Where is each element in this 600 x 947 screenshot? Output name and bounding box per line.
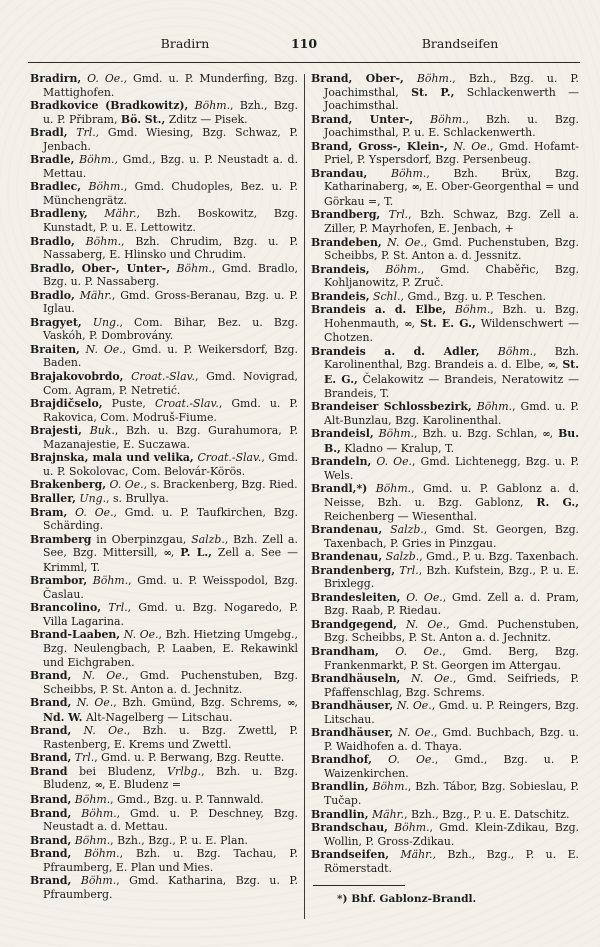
- posthorn-icon: ∞: [94, 780, 102, 792]
- entry-region-abbrev: Böhm.: [71, 833, 111, 847]
- gazetteer-entry: [30, 180, 298, 207]
- entry-region-abbrev: Böhm.: [368, 780, 408, 794]
- entry-text: , Bzh. Schwaz, Bzg. Zell a. Ziller, P. Mayrhofen, E. Jenbach, +: [324, 208, 579, 236]
- entry-bold-text: Brandenau,: [311, 523, 383, 537]
- posthorn-icon: ∞: [404, 318, 412, 330]
- entry-bold-text: Brand,: [30, 847, 72, 861]
- gazetteer-entry: [30, 99, 298, 126]
- entry-text: Alt-Nagelberg — Litschau.: [82, 710, 233, 724]
- entry-bold-text: St. E. G.,: [324, 358, 579, 387]
- entry-bold-text: Brandlin,: [311, 807, 369, 821]
- entry-text: , Gmd. u. P. Weisspodol, Bzg. Časlau.: [43, 574, 299, 601]
- entry-region-abbrev: Trl.,: [67, 126, 100, 140]
- entry-region-abbrev: Salzb.: [382, 550, 420, 564]
- entry-text: , Bzh. u. Bzg. Schlan,: [414, 427, 543, 441]
- entry-region-abbrev: Böhm.: [71, 806, 117, 820]
- gazetteer-entry: [311, 821, 579, 848]
- entry-bold-text: Brand,: [30, 874, 72, 888]
- entry-region-abbrev: O. Oe.: [400, 590, 443, 604]
- entry-text: ,: [170, 546, 181, 560]
- entry-bold-text: Brandeis a. d. Adler,: [311, 344, 480, 358]
- entry-bold-text: Bö. St.,: [120, 112, 166, 126]
- entry-text: , Gmd. Buchbach, Bzg. u. P. Waidhofen a. d. Thaya.: [324, 726, 579, 753]
- entry-bold-text: Brandeis,: [311, 262, 370, 276]
- entry-text: , Gmd., Bzg. u. P. Waizenkirchen.: [324, 753, 579, 780]
- entry-region-abbrev: O. Oe.,: [81, 72, 128, 85]
- entry-text: , Gmd. u. P. Gablonz a. d. Neisse, Bzh. u. Bzg. Gablonz,: [324, 482, 580, 509]
- entry-bold-text: Brandhäuser,: [311, 699, 394, 713]
- entry-bold-text: Bradkovice (Bradkowitz),: [30, 99, 189, 113]
- entry-text: , Gmd. Puchenstuben, Bzg. Scheibbs, P. St. Anton a. d. Jessnitz.: [324, 235, 579, 263]
- entry-bold-text: Brambor,: [30, 574, 88, 588]
- gazetteer-entry: [311, 523, 579, 550]
- entry-bold-text: Brand,: [30, 669, 72, 683]
- entry-text: , s. Brullya.: [106, 491, 169, 505]
- entry-text: , Bzh. u. Bzg. Tachau, P. Pfraumberg, E. Plan und Mies.: [43, 847, 298, 874]
- entry-text: , Bzh. u. Bzg. Bludenz,: [43, 764, 298, 792]
- entry-bold-text: Brandesleiten,: [311, 590, 401, 604]
- header-rule: [28, 62, 580, 63]
- posthorn-icon: ∞: [287, 698, 295, 710]
- entry-bold-text: Bradlec,: [30, 180, 82, 194]
- entry-text: , Bzh. u. Bzg. Gurahumora, P. Mazanajestie, E. Suczawa.: [43, 424, 298, 451]
- entry-region-abbrev: Böhm.: [373, 427, 415, 441]
- gazetteer-entry: [30, 807, 298, 834]
- entry-bold-text: Brand, Unter-,: [311, 112, 414, 126]
- entry-text: , Bzh. Hietzing Umgebg., Bzg. Neulengbach, P. Laaben, E. Rekawinkl und Eichgraben.: [43, 628, 298, 669]
- entry-bold-text: Brajdičselo,: [30, 397, 103, 411]
- entry-text: Kladno — Kralup, T.: [340, 441, 455, 455]
- entry-bold-text: Brakenberg,: [30, 478, 107, 492]
- entry-region-abbrev: O. Oe.: [371, 455, 413, 469]
- entry-bold-text: Brandgegend,: [311, 617, 397, 631]
- entry-region-abbrev: Salzb.: [382, 523, 424, 537]
- entry-text: , Gmd. Chaběřic, Bzg. Kohljanowitz, P. Zruč.: [324, 262, 579, 290]
- entry-bold-text: Brand-Laaben,: [30, 628, 121, 642]
- running-head-right-title: Brandseifen: [421, 36, 499, 51]
- entry-bold-text: Bradlo,: [30, 288, 75, 302]
- entry-bold-text: Brajakovobrdo,: [30, 370, 124, 384]
- gazetteer-entry: [311, 72, 579, 113]
- entry-text: , Gmd. Zell a. d. Pram, Bzg. Raab, P. Riedau.: [324, 590, 579, 618]
- entry-text: bei Bludenz,: [67, 764, 168, 778]
- entry-text: , Bzh. Kufstein, Bzg., P. u. E. Brixlegg.: [324, 563, 579, 591]
- gazetteer-entry: [30, 262, 298, 289]
- entry-text: , Bzh., Bzg., P. u. E. Datschitz.: [404, 807, 570, 821]
- entry-region-abbrev: N. Oe.: [393, 699, 432, 713]
- entry-bold-text: Brand,: [30, 696, 72, 710]
- entry-region-abbrev: Böhm.: [81, 180, 124, 194]
- gazetteer-entry: [311, 455, 579, 482]
- entry-region-abbrev: Vrlbg.: [167, 764, 202, 778]
- entry-region-abbrev: Böhm.: [367, 482, 412, 496]
- entry-bold-text: Nd. W.: [43, 710, 83, 724]
- gazetteer-entry: [311, 236, 579, 263]
- entry-bold-text: Bradlo,: [30, 234, 75, 248]
- entry-bold-text: Brand,: [30, 751, 72, 765]
- footnote-block: [311, 885, 579, 906]
- entry-bold-text: Brand, Ober-,: [311, 72, 404, 85]
- entry-region-abbrev: Trl.: [101, 601, 128, 615]
- entry-region-abbrev: N. Oe.: [447, 139, 491, 153]
- entry-region-abbrev: Mähr.: [368, 807, 405, 821]
- gazetteer-entry: [30, 72, 298, 99]
- entry-text: , Com. Bihar, Bez. u. Bzg. Vaskóh, P. Dombrovány.: [43, 315, 298, 343]
- entry-bold-text: Brandau,: [311, 166, 368, 180]
- entry-bold-text: Brand,: [30, 833, 72, 847]
- entry-text: , Bzh., Bzg. u. P. Joachimsthal,: [324, 72, 579, 99]
- gazetteer-entry: [30, 765, 298, 793]
- entry-text: ,: [294, 696, 298, 710]
- entry-region-abbrev: Croat.-Slav.: [193, 451, 262, 465]
- entry-region-abbrev: Böhm.: [188, 99, 231, 113]
- entry-bold-text: Bradleny,: [30, 207, 88, 221]
- entry-bold-text: Brandeisl,: [311, 427, 374, 441]
- gazetteer-entry: [30, 153, 298, 180]
- entry-bold-text: Braiten,: [30, 342, 80, 356]
- gazetteer-entry: [30, 126, 298, 153]
- gazetteer-entry: [311, 167, 579, 209]
- entry-text: Reichenberg — Wiesenthal.: [324, 509, 477, 523]
- gazetteer-entry: [311, 290, 579, 304]
- entry-text: , Gmd. u. P. Rakovica, Com. Modruš-Fiume.: [43, 397, 298, 424]
- entry-text: , s. Brackenberg, Bzg. Ried.: [143, 478, 298, 492]
- gazetteer-entry: [311, 618, 579, 645]
- entry-text: , Bzh. Gmünd, Bzg. Schrems,: [113, 696, 288, 710]
- entry-text: Gmd. u. P. Munderfing, Bzg. Mattighofen.: [43, 72, 298, 99]
- gazetteer-entry: [311, 672, 579, 699]
- entry-text: , Bzh. Karolinenthal, Bzg. Brandeis a. d. Elbe,: [324, 344, 580, 372]
- entry-region-abbrev: Böhm.,: [74, 153, 118, 167]
- entry-bold-text: Bradirn,: [30, 72, 82, 85]
- entry-bold-text: Bramberg: [30, 532, 92, 546]
- entry-region-abbrev: O. Oe.: [106, 478, 144, 492]
- entry-text: , Gmd., P. u. Bzg. Taxenbach.: [419, 550, 579, 564]
- entry-bold-text: Bragyet,: [30, 315, 82, 329]
- gazetteer-entry: [311, 303, 579, 345]
- gazetteer-entry: [311, 591, 579, 618]
- entry-bold-text: Brandhäuser,: [311, 726, 394, 740]
- entry-region-abbrev: N. Oe.: [393, 726, 434, 740]
- entry-bold-text: Brandhäuseln,: [311, 672, 401, 686]
- entry-text: , Gmd. Lichtenegg, Bzg. u. P. Wels.: [324, 455, 579, 482]
- gazetteer-entry: [311, 564, 579, 591]
- entry-region-abbrev: Böhm.: [74, 234, 122, 248]
- entry-region-abbrev: Croat.-Slav.: [154, 397, 219, 411]
- entry-region-abbrev: O. Oe.: [378, 644, 443, 658]
- gazetteer-entry: [311, 699, 579, 726]
- entry-text: , Gmd. u. P. Berwang, Bzg. Reutte.: [94, 751, 285, 765]
- gazetteer-entry: [30, 533, 298, 575]
- gazetteer-entry: [30, 207, 298, 234]
- entry-bold-text: St. P.,: [411, 85, 455, 99]
- entry-text: , Gmd. u. P. Sokolovac, Com. Belovár-Körös.: [43, 451, 298, 478]
- gazetteer-entry: [311, 208, 579, 235]
- right-column: [311, 72, 579, 941]
- entry-bold-text: Bram,: [30, 505, 68, 519]
- entry-bold-text: Brandhof,: [311, 753, 372, 767]
- gazetteer-entry: [311, 753, 579, 780]
- entry-region-abbrev: Böhm.: [170, 261, 212, 275]
- gazetteer-entry: [311, 550, 579, 564]
- posthorn-icon: ∞: [547, 360, 556, 372]
- entry-text: , Gmd. Gross-Beranau, Bzg. u. P. Iglau.: [43, 288, 298, 316]
- entry-text: , Bzh. Chrudim, Bzg. u. P. Nassaberg, E. Hlinsko und Chrudim.: [43, 234, 299, 262]
- entry-bold-text: Bradlo, Ober-, Unter-,: [30, 261, 170, 275]
- entry-text: Schlackenwerth — Joachimsthal.: [324, 85, 579, 113]
- entry-text: , Bzh. u. Bzg. Hohenmauth,: [324, 303, 579, 330]
- entry-text: , Gmd. Bradlo, Bzg. u. P. Nassaberg.: [43, 261, 298, 289]
- entry-region-abbrev: N. Oe.: [120, 628, 159, 642]
- entry-text: , Gmd. St. Georgen, Bzg. Taxenbach, P. Gries in Pinzgau.: [324, 523, 579, 550]
- entry-bold-text: Brandeben,: [311, 235, 382, 249]
- entry-text: , Bzh. Brüx, Bzg. Katharinaberg,: [324, 166, 579, 194]
- gazetteer-entry: [30, 506, 298, 533]
- gazetteer-entry: [30, 424, 298, 451]
- entry-region-abbrev: Croat.-Slav.: [123, 370, 195, 384]
- entry-bold-text: Brand, Gross-, Klein-,: [311, 139, 448, 153]
- entry-bold-text: Brandl,*): [311, 482, 368, 496]
- gazetteer-entry: [30, 451, 298, 478]
- gazetteer-entry: [30, 628, 298, 669]
- entry-bold-text: Brandeln,: [311, 455, 372, 469]
- entry-bold-text: Brajesti,: [30, 424, 82, 438]
- entry-region-abbrev: Böhm.: [446, 303, 491, 317]
- entry-bold-text: Bu. B.,: [324, 427, 579, 455]
- gazetteer-entry: [30, 669, 298, 696]
- entry-region-abbrev: Böhm.: [471, 400, 513, 414]
- entry-text: , Gmd., Bzg. u. P. Teschen.: [400, 289, 546, 303]
- entry-region-abbrev: N. Oe.: [79, 342, 123, 356]
- entry-region-abbrev: Mähr.: [74, 288, 112, 302]
- gazetteer-entry: [311, 780, 579, 807]
- entry-region-abbrev: N. Oe.: [396, 617, 447, 631]
- entry-text: , Bzh. Tábor, Bzg. Sobieslau, P. Tučap.: [324, 780, 579, 807]
- entry-region-abbrev: N. Oe.: [400, 672, 453, 686]
- entry-text: , Bzh. u. Bzg. Zwettl, P. Rastenberg, E. Krems und Zwettl.: [43, 724, 298, 751]
- posthorn-icon: ∞: [163, 548, 171, 560]
- posthorn-icon: ∞: [411, 182, 419, 194]
- entry-text: , Gmd. u. Bzg. Nogaredo, P. Villa Lagarina.: [43, 601, 298, 628]
- entry-region-abbrev: Trl.: [380, 208, 409, 222]
- entry-text: , Bzh. u. Bzg. Joachimsthal, P. u. E. Schlackenwerth.: [324, 112, 579, 140]
- entry-text: , Gmd., Bzg. u. P. Tannwald.: [110, 792, 264, 806]
- entry-text: , Gmd. u. P. Taufkirchen, Bzg. Schärding.: [43, 505, 298, 533]
- gazetteer-entry: [30, 397, 298, 424]
- gazetteer-entry: [30, 492, 298, 506]
- entry-region-abbrev: Böhm.: [87, 574, 129, 588]
- entry-region-abbrev: Böhm.: [71, 847, 120, 861]
- entry-bold-text: Braller,: [30, 491, 76, 505]
- entry-text: , Gmd. u. P. Deschney, Bzg. Neustadt a. d. Mettau.: [43, 806, 299, 834]
- entry-bold-text: Brand,: [30, 806, 72, 820]
- gazetteer-entry: [30, 724, 298, 751]
- gazetteer-entry: [30, 370, 298, 397]
- entry-region-abbrev: Buk.: [81, 424, 115, 438]
- page-number: 110: [290, 36, 318, 51]
- entry-text: , Bzh. Zell a. See, Bzg. Mittersill,: [43, 532, 298, 560]
- entry-bold-text: Brand: [30, 764, 68, 778]
- gazetteer-entry: [30, 235, 298, 262]
- entry-text: , Gmd. Katharina, Bzg. u. P. Pfraumberg.: [43, 874, 298, 901]
- gazetteer-entry: [311, 113, 579, 140]
- entry-region-abbrev: O. Oe.: [67, 505, 114, 519]
- gazetteer-entry: [30, 847, 298, 874]
- entry-bold-text: R. G.,: [536, 495, 579, 509]
- column-divider-rule: [304, 74, 305, 919]
- entry-region-abbrev: Böhm.: [367, 166, 427, 180]
- entry-text: Čelakowitz — Brandeis, Neratowitz — Brandeis, T.: [324, 373, 579, 400]
- entry-bold-text: Brandseifen,: [311, 848, 390, 862]
- entry-text: Wildenschwert — Chotzen.: [324, 316, 579, 345]
- entry-text: , Gmd. u. P. Weikersdorf, Bzg. Baden.: [43, 342, 298, 370]
- entry-text: , Bzh., Bzg., P. u. E. Römerstadt.: [324, 848, 579, 875]
- gazetteer-entry: [30, 574, 298, 601]
- entry-region-abbrev: N. Oe.: [71, 669, 126, 683]
- entry-bold-text: St. E. G.,: [419, 316, 476, 330]
- entry-region-abbrev: Böhm.: [71, 874, 117, 888]
- gazetteer-entry: [30, 316, 298, 343]
- entry-text: Zell a. See — Krimml, T.: [43, 546, 298, 574]
- gazetteer-entry: [311, 645, 579, 672]
- entry-text: Puste,: [102, 397, 155, 411]
- gazetteer-entry: [30, 834, 298, 848]
- entry-text: , E. Bludenz =: [101, 778, 181, 792]
- entry-text: Gmd., Bzg. u. P. Neustadt a. d. Mettau.: [43, 153, 298, 180]
- left-column: [30, 72, 298, 941]
- entry-bold-text: Bradle,: [30, 153, 75, 167]
- entry-text: in Oberpinzgau,: [91, 532, 192, 546]
- entry-text: Gmd. Wiesing, Bzg. Schwaz, P. Jenbach.: [43, 126, 299, 153]
- gazetteer-entry: [30, 478, 298, 492]
- running-head-left-title: Bradirn: [160, 36, 210, 51]
- entry-region-abbrev: Mähr.: [87, 207, 137, 221]
- entry-bold-text: Brajnska, mala und velika,: [30, 451, 194, 465]
- entry-bold-text: Brandenberg,: [311, 563, 396, 577]
- entry-region-abbrev: Böhm.: [413, 112, 466, 126]
- entry-bold-text: Brancolino,: [30, 601, 102, 615]
- entry-bold-text: Brandlin,: [311, 780, 369, 794]
- entry-text: , Gmd. Novigrad, Com. Agram, P. Netretić.: [43, 370, 299, 397]
- entry-text: , Gmd. Hofamt-Priel, P. Yspersdorf, Bzg. Persenbeug.: [324, 139, 579, 167]
- entry-text: , Gmd. Klein-Zdikau, Bzg. Wollin, P. Gross-Zdikau.: [324, 821, 579, 848]
- entry-bold-text: Brand,: [30, 792, 72, 806]
- gazetteer-entry: [311, 808, 579, 822]
- entry-text: , Bzh., Bzg., P. u. E. Plan.: [110, 833, 248, 847]
- entry-region-abbrev: Ung.: [81, 315, 120, 329]
- text-columns: [30, 72, 580, 941]
- entry-region-abbrev: Ung.: [75, 491, 107, 505]
- entry-text: , Gmd. Puchenstuben, Bzg. Scheibbs, P. St. Anton a. d. Jechnitz.: [324, 617, 579, 645]
- entry-text: , Bzh. Boskowitz, Bzg. Kunstadt, P. u. E. Lettowitz.: [43, 207, 298, 235]
- gazetteer-entry: [311, 263, 579, 290]
- entry-region-abbrev: O. Oe.: [371, 753, 435, 767]
- footnote-separator-rule: [313, 885, 405, 886]
- entry-text: , E. Ober-Georgenthal = und Görkau =, T.: [324, 180, 579, 208]
- gazetteer-entry: [311, 482, 579, 523]
- entry-region-abbrev: Trl.: [71, 751, 95, 765]
- gazetteer-entry: [30, 874, 298, 901]
- entry-bold-text: Brand,: [30, 724, 72, 738]
- entry-region-abbrev: Trl.: [395, 563, 419, 577]
- gazetteer-entry: [311, 726, 579, 753]
- entry-bold-text: Brandeis,: [311, 289, 370, 303]
- entry-region-abbrev: Mähr.: [389, 848, 433, 862]
- entry-bold-text: Brandschau,: [311, 821, 388, 835]
- footnote-text: *) Bhf. Gablonz-Brandl.: [337, 893, 477, 906]
- posthorn-icon: ∞: [542, 429, 550, 441]
- gazetteer-entry: [30, 696, 298, 724]
- entry-bold-text: Brandberg,: [311, 208, 381, 222]
- entry-region-abbrev: Böhm.: [387, 821, 430, 835]
- entry-bold-text: Brandeis a. d. Elbe,: [311, 303, 447, 317]
- gazetteer-entry: [311, 427, 579, 455]
- gazetteer-entry: [30, 601, 298, 628]
- entry-text: , Gmd. u. P. Alt-Bunzlau, Bzg. Karolinenthal.: [324, 400, 579, 427]
- entry-region-abbrev: N. Oe.: [71, 696, 114, 710]
- entry-bold-text: Brandeiser Schlossbezirk,: [311, 400, 472, 414]
- entry-text: Zditz — Pisek.: [165, 112, 248, 126]
- entry-region-abbrev: Salzb.: [191, 532, 225, 546]
- gazetteer-entry: [311, 400, 579, 427]
- entry-text: , Gmd. Puchenstuben, Bzg. Scheibbs, P. St. Anton a. d. Jechnitz.: [43, 669, 298, 696]
- entry-region-abbrev: N. Oe.: [381, 235, 424, 249]
- entry-text: , Gmd. u. P. Reingers, Bzg. Litschau.: [324, 699, 579, 726]
- running-head: [30, 36, 578, 54]
- entry-text: ,: [411, 316, 420, 330]
- entry-region-abbrev: Böhm.: [71, 792, 111, 806]
- entry-text: ,: [549, 427, 559, 441]
- entry-text: ,: [555, 358, 563, 372]
- gazetteer-entry: [30, 343, 298, 370]
- gazetteer-entry: [30, 793, 298, 807]
- entry-text: , Gmd. Seifrieds, P. Pfaffenschlag, Bzg. Schrems.: [324, 672, 579, 699]
- gazetteer-entry: [311, 848, 579, 875]
- entry-bold-text: Brandham,: [311, 644, 379, 658]
- entry-bold-text: P. L.,: [180, 546, 212, 560]
- entry-region-abbrev: Böhm.: [369, 262, 421, 276]
- entry-region-abbrev: Böhm.: [479, 344, 534, 358]
- gazetteer-entry: [311, 345, 579, 400]
- entry-bold-text: Bradl,: [30, 126, 68, 140]
- gazetteer-entry: [30, 751, 298, 765]
- entry-region-abbrev: Böhm.: [403, 72, 453, 85]
- entry-text: , Bzh., Bzg. u. P. Přibram,: [43, 99, 298, 126]
- gazetteer-entry: [30, 289, 298, 316]
- entry-region-abbrev: Schl.: [369, 289, 401, 303]
- gazetteer-entry: [311, 140, 579, 167]
- entry-region-abbrev: N. Oe.: [71, 724, 127, 738]
- entry-text: , Gmd. Berg, Bzg. Frankenmarkt, P. St. Georgen im Attergau.: [324, 644, 579, 672]
- entry-bold-text: Brandenau,: [311, 550, 383, 564]
- entry-text: , Gmd. Chudoples, Bez. u. P. Münchengrätz.: [43, 180, 299, 207]
